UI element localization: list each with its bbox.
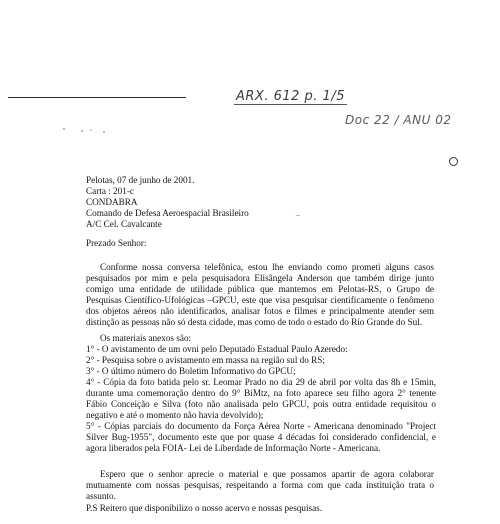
- postscript: P.S Reitero que disponibilizo o nosso acervo e nossas pesquisas.: [86, 503, 323, 513]
- recipient-org-acronym: CONDABRA: [86, 197, 138, 207]
- attachments-section: [86, 333, 436, 454]
- letter-header: [86, 175, 386, 230]
- handwritten-archive-reference: [236, 89, 345, 104]
- attachment-item: 1° - O avistamento de um ovni pelo Deputado Estadual Paulo Azeredo:: [86, 344, 348, 354]
- attachment-item: 3° - O último número do Boletim Informativo do GPCU;: [86, 366, 296, 376]
- attachment-item: 4° - Cópia da foto batida pelo sr. Leomar Prado no dia 29 de abril por volta das 8h e 15min, durante uma comemoração dentro do 9° BiMtz, na foto aparece seu filho agora 2° tenente Fábio Conceição e Silva (foto não analisada pelo GPCU, pois outra entidade requisitou o negativo e até o momento não havia devolvido);: [86, 377, 436, 420]
- handwritten-underline: [234, 104, 347, 105]
- attachments-title: Os materiais anexos são:: [100, 333, 192, 343]
- handwritten-doc-reference: Doc 22 / ANU 02: [345, 113, 452, 127]
- greeting: Prezado Senhor:: [86, 238, 147, 248]
- attachment-item: 2° - Pesquisa sobre o avistamento em massa na região sul do RS;: [86, 355, 325, 365]
- scan-specks: [60, 120, 120, 140]
- handwritten-archive-reference-text: ARX. 612 p. 1/5: [236, 89, 345, 104]
- stray-mark: –: [296, 210, 300, 219]
- binder-hole: [449, 157, 458, 166]
- date-line: Pelotas, 07 de junho de 2001.: [86, 175, 195, 185]
- closing-paragraph: Espero que o senhor aprecie o material e que possamos apartir de agora colaborar mutuamente com nossas pesquisas, respeitando a forma com que cada instituição trata o assunto.: [86, 469, 434, 501]
- recipient-org-name: Comando de Defesa Aeroespacial Brasileiro: [86, 208, 249, 218]
- letter-number: Carta : 201-c: [86, 186, 134, 196]
- recipient-attention: A/C Cel. Cavalcante: [86, 219, 162, 229]
- intro-paragraph: Conforme nossa conversa telefônica, estou lhe enviando como prometi alguns casos pesquisados por mim e pela pesquisadora Elisângela Anderson que também dirige junto comigo uma entidade de utilidade pública que mantemos em Pelotas-RS, o Grupo de Pesquisas Científico-Ufológicas –GPCU, este que visa pesquisar cientificamente o fenômeno dos objetos aéreos não identificados, analisar fotos e filmes e principalmente atender sem distinção as pessoas não só desta cidade, mas como de todo o estado do Rio Grande do Sul.: [86, 262, 434, 327]
- attachment-item: 5° - Cópias parciais do documento da Força Aérea Norte - Americana denominado "Project Silver Bug-1955", documento este que por quase 4 décadas foi considerado confidencial, e agora liberados pela FOIA- Lei de Liberdade de Informação Norte - Americana.: [86, 421, 436, 453]
- top-rule-line: [8, 97, 186, 98]
